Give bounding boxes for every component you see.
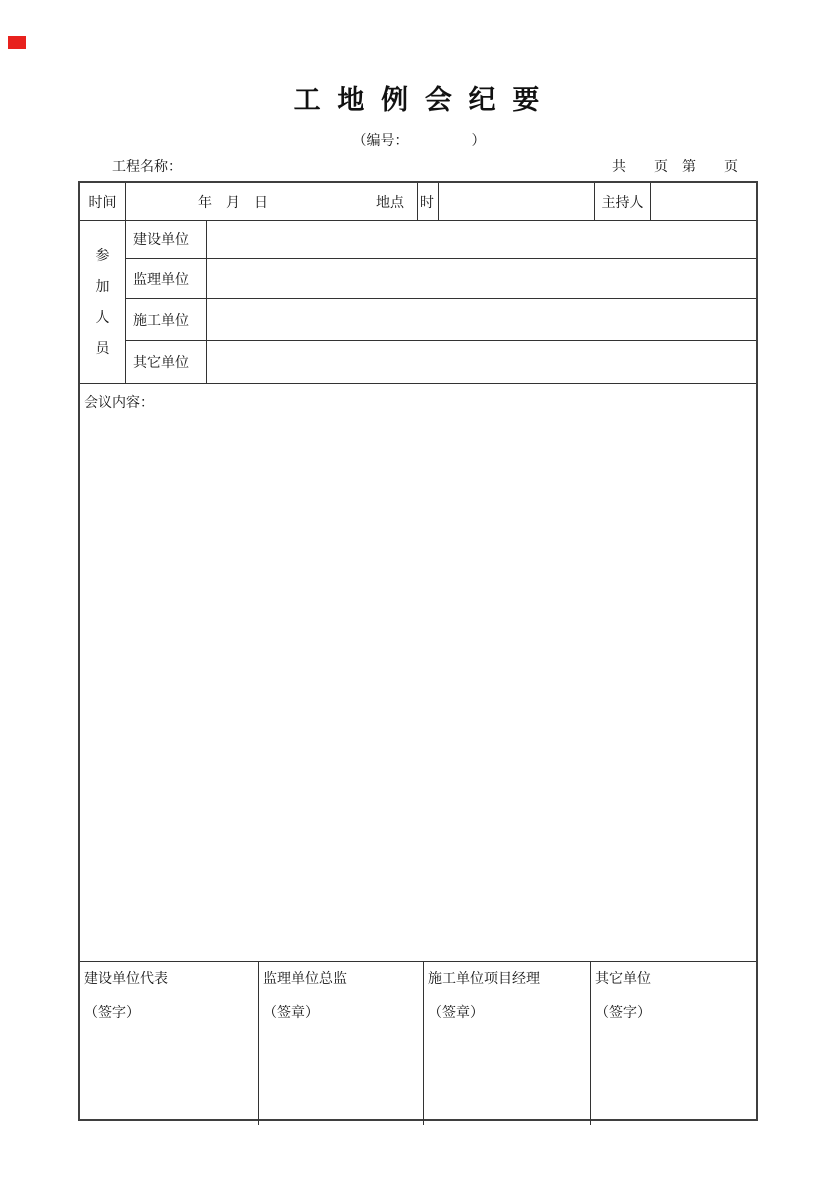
meeting-content-cell[interactable] [80, 383, 756, 962]
page-count-label: 共 页 第 页 [612, 160, 738, 175]
serial-number-line: （编号： ） [352, 134, 486, 149]
meeting-content-label: 会议内容： [84, 396, 154, 411]
participant-value-other-unit[interactable] [200, 341, 756, 384]
participants-char-3: 人 [95, 311, 110, 326]
participant-label-contractor-unit: 施工单位 [126, 299, 207, 341]
participant-label-other-unit: 其它单位 [126, 341, 207, 384]
participant-value-contractor-unit[interactable] [200, 299, 756, 341]
signature-cell-other-unit[interactable] [591, 962, 756, 1125]
signature-subtitle: （签章） [263, 1006, 319, 1021]
signature-subtitle: （签字） [84, 1006, 140, 1021]
signature-cell-construction-rep[interactable] [80, 962, 259, 1125]
signature-subtitle: （签章） [428, 1006, 484, 1021]
red-stamp [8, 36, 26, 49]
host-label-cell: 主持人 [595, 183, 651, 221]
signature-title: 其它单位 [595, 972, 651, 987]
location-label-cell: 地点 [363, 183, 418, 221]
signature-subtitle: （签字） [595, 1006, 651, 1021]
participants-char-4: 员 [95, 342, 110, 357]
signature-cell-chief-supervisor[interactable] [259, 962, 424, 1125]
signature-title: 建设单位代表 [84, 972, 168, 987]
signature-title: 监理单位总监 [263, 972, 347, 987]
participant-label-construction-unit: 建设单位 [126, 220, 207, 259]
participants-group-label [80, 220, 126, 384]
date-placeholder-text: 年 月 日 [198, 195, 268, 211]
participant-label-supervision-unit: 监理单位 [126, 259, 207, 299]
participant-value-supervision-unit[interactable] [200, 259, 756, 299]
signature-cell-project-manager[interactable] [424, 962, 591, 1125]
project-name-label: 工程名称： [112, 160, 182, 175]
participants-char-1: 参 [95, 249, 110, 264]
location-value-cell[interactable] [418, 183, 595, 221]
page-title: 工 地 例 会 纪 要 [293, 85, 545, 115]
participant-value-construction-unit[interactable] [200, 220, 756, 259]
meeting-minutes-table [78, 181, 758, 1121]
signature-title: 施工单位项目经理 [428, 972, 540, 987]
host-value-cell[interactable] [651, 183, 756, 221]
time-label-cell: 时间 [80, 183, 126, 221]
participants-char-2: 加 [95, 280, 110, 295]
info-line [78, 156, 758, 176]
hour-placeholder-text: 时 [420, 195, 434, 211]
